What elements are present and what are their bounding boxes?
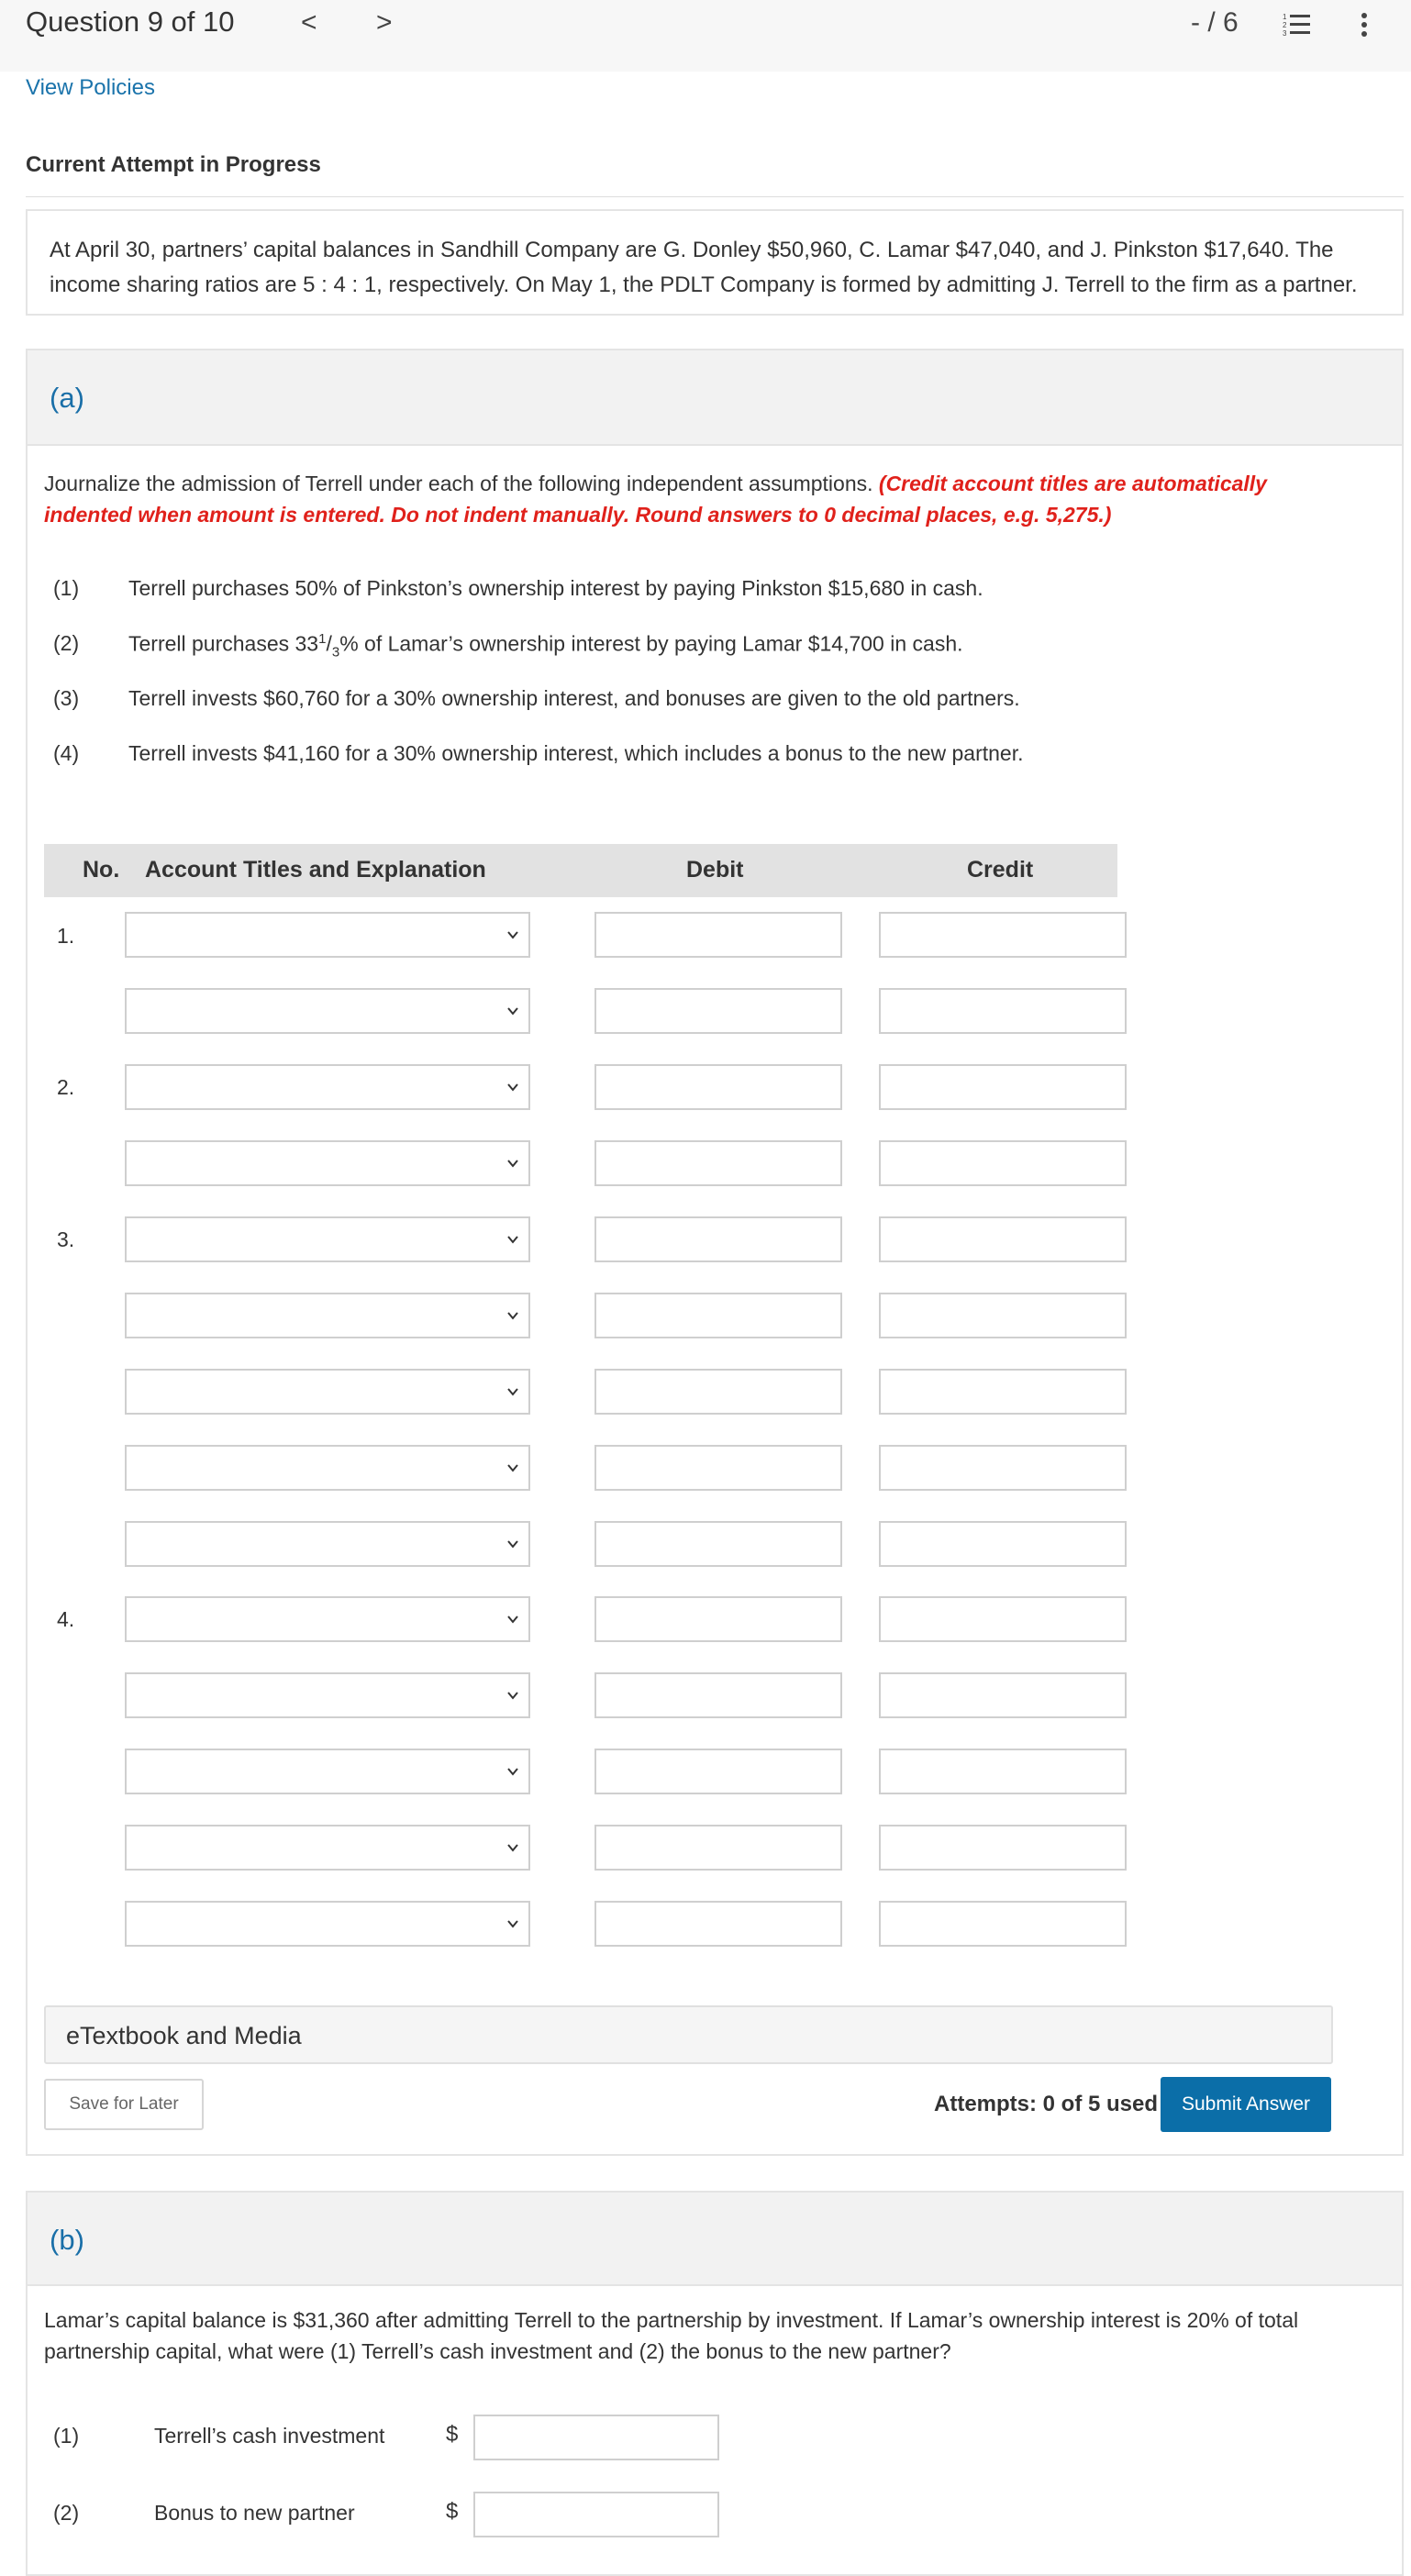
svg-text:1: 1 <box>1283 13 1287 21</box>
answer-number: (1) <box>53 2424 80 2448</box>
credit-input[interactable] <box>879 1672 1127 1718</box>
chevron-down-icon <box>506 1309 519 1322</box>
account-title-select[interactable] <box>125 1445 530 1491</box>
credit-input[interactable] <box>879 1749 1127 1794</box>
score-display: - / 6 <box>1191 7 1239 38</box>
credit-input[interactable] <box>879 1216 1127 1262</box>
assumption-number: (4) <box>53 741 80 765</box>
save-for-later-button[interactable]: Save for Later <box>44 2079 204 2130</box>
cash-investment-input[interactable] <box>473 2415 719 2460</box>
debit-input[interactable] <box>594 1749 842 1794</box>
next-question-button[interactable]: > <box>376 7 393 38</box>
bonus-label: Bonus to new partner <box>154 2501 355 2525</box>
account-title-select[interactable] <box>125 1521 530 1567</box>
bonus-input[interactable] <box>473 2492 719 2537</box>
debit-input[interactable] <box>594 1672 842 1718</box>
entry-number: 2. <box>57 1075 75 1099</box>
list-icon[interactable] <box>1283 9 1314 45</box>
chevron-down-icon <box>506 1917 519 1930</box>
column-header-account: Account Titles and Explanation <box>145 857 486 883</box>
debit-input[interactable] <box>594 1596 842 1642</box>
part-b-header <box>28 2193 1402 2286</box>
column-header-credit: Credit <box>967 857 1034 883</box>
credit-input[interactable] <box>879 1596 1127 1642</box>
chevron-down-icon <box>506 928 519 941</box>
chevron-down-icon <box>506 1765 519 1778</box>
chevron-down-icon <box>506 1385 519 1398</box>
chevron-down-icon <box>506 1613 519 1626</box>
view-policies-link[interactable]: View Policies <box>26 75 155 100</box>
assumption-number: (3) <box>53 686 80 710</box>
question-title: Question 9 of 10 <box>26 6 235 38</box>
debit-input[interactable] <box>594 1293 842 1338</box>
part-a-header <box>28 350 1402 446</box>
debit-input[interactable] <box>594 1521 842 1567</box>
assumption-text: Terrell purchases $33^1/_3\%$ of Lamar’s ownership interest by paying Lamar $14,700 in cash. <box>128 631 963 661</box>
chevron-down-icon <box>506 1538 519 1550</box>
debit-input[interactable] <box>594 1140 842 1186</box>
credit-input[interactable] <box>879 912 1127 958</box>
credit-input[interactable] <box>879 1369 1127 1415</box>
part-a-label: (a) <box>50 382 84 414</box>
svg-text:2: 2 <box>1283 21 1287 29</box>
chevron-down-icon <box>506 1689 519 1702</box>
assumption-number: (1) <box>53 576 80 600</box>
top-bar <box>0 0 1411 72</box>
debit-input[interactable] <box>594 988 842 1034</box>
submit-answer-button[interactable]: Submit Answer <box>1161 2077 1331 2132</box>
account-title-select[interactable] <box>125 1672 530 1718</box>
credit-input[interactable] <box>879 1064 1127 1110</box>
credit-input[interactable] <box>879 1825 1127 1871</box>
account-title-select[interactable] <box>125 1825 530 1871</box>
problem-text: At April 30, partners’ capital balances in Sandhill Company are G. Donley $50,960, C. Lamar $47,040, and J. Pinkston $17,640. The income sharing ratios are 5 : 4 : 1, respectively. On May 1, the PDLT Company is formed by admitting J. Terrell to the firm as a partner. <box>50 238 1358 297</box>
credit-input[interactable] <box>879 1521 1127 1567</box>
column-header-debit: Debit <box>686 857 744 883</box>
assumption-text: Terrell invests $60,760 for a 30% ownership interest, and bonuses are given to the old partners. <box>128 686 1020 710</box>
credit-input[interactable] <box>879 988 1127 1034</box>
more-vertical-icon[interactable] <box>1358 9 1371 45</box>
chevron-down-icon <box>506 1005 519 1017</box>
assumption-number: (2) <box>53 631 80 655</box>
chevron-down-icon <box>506 1233 519 1246</box>
credit-input[interactable] <box>879 1293 1127 1338</box>
cash-investment-label: Terrell’s cash investment <box>154 2424 385 2448</box>
currency-symbol: $ <box>446 2422 459 2447</box>
assumption-text: Terrell invests $41,160 for a 30% ownership interest, which includes a bonus to the new partner. <box>128 741 1024 765</box>
divider <box>26 196 1404 197</box>
credit-input[interactable] <box>879 1901 1127 1947</box>
credit-input[interactable] <box>879 1445 1127 1491</box>
chevron-down-icon <box>506 1157 519 1170</box>
entry-number: 4. <box>57 1607 75 1631</box>
journal-table-header <box>44 844 1117 897</box>
chevron-down-icon <box>506 1461 519 1474</box>
entry-number: 3. <box>57 1227 75 1251</box>
column-header-no: No. <box>83 857 120 883</box>
answer-number: (2) <box>53 2501 80 2525</box>
part-b-instructions: Lamar’s capital balance is $31,360 after admitting Terrell to the partnership by investment. If Lamar’s ownership interest is 20% of total partnership capital, what were (1) Terrell’s cash investment and (2) the bonus to the new partner? <box>44 2308 1299 2363</box>
account-title-select[interactable] <box>125 1369 530 1415</box>
account-title-select[interactable] <box>125 988 530 1034</box>
account-title-select[interactable] <box>125 1216 530 1262</box>
svg-text:3: 3 <box>1283 29 1287 38</box>
chevron-down-icon <box>506 1081 519 1094</box>
debit-input[interactable] <box>594 1064 842 1110</box>
entry-number: 1. <box>57 924 75 948</box>
previous-question-button[interactable]: < <box>301 7 317 38</box>
etextbook-label: eTextbook and Media <box>66 2022 302 2049</box>
account-title-select[interactable] <box>125 1293 530 1338</box>
account-title-select[interactable] <box>125 1901 530 1947</box>
etextbook-media-panel[interactable] <box>44 2005 1333 2064</box>
part-b-label: (b) <box>50 2224 84 2256</box>
credit-input[interactable] <box>879 1140 1127 1186</box>
attempts-counter: Attempts: 0 of 5 used <box>934 2092 1159 2116</box>
debit-input[interactable] <box>594 1445 842 1491</box>
part-a-instructions <box>44 468 1338 530</box>
problem-statement <box>26 209 1404 316</box>
account-title-select[interactable] <box>125 1064 530 1110</box>
debit-input[interactable] <box>594 1216 842 1262</box>
debit-input[interactable] <box>594 1369 842 1415</box>
chevron-down-icon <box>506 1841 519 1854</box>
instruction-text: Journalize the admission of Terrell under each of the following independent assumptions. <box>44 472 879 495</box>
instruction-warning: (Credit account titles are automatically indented when amount is entered. Do not indent manually. Round answers to 0 decimal places, e.g. 5,275.) <box>44 472 1267 527</box>
assumption-text: Terrell purchases 50% of Pinkston’s ownership interest by paying Pinkston $15,680 in cash. <box>128 576 983 600</box>
debit-input[interactable] <box>594 1901 842 1947</box>
debit-input[interactable] <box>594 912 842 958</box>
currency-symbol: $ <box>446 2499 459 2524</box>
attempt-status: Current Attempt in Progress <box>26 152 321 177</box>
account-title-select[interactable] <box>125 912 530 958</box>
account-title-select[interactable] <box>125 1596 530 1642</box>
account-title-select[interactable] <box>125 1140 530 1186</box>
debit-input[interactable] <box>594 1825 842 1871</box>
account-title-select[interactable] <box>125 1749 530 1794</box>
